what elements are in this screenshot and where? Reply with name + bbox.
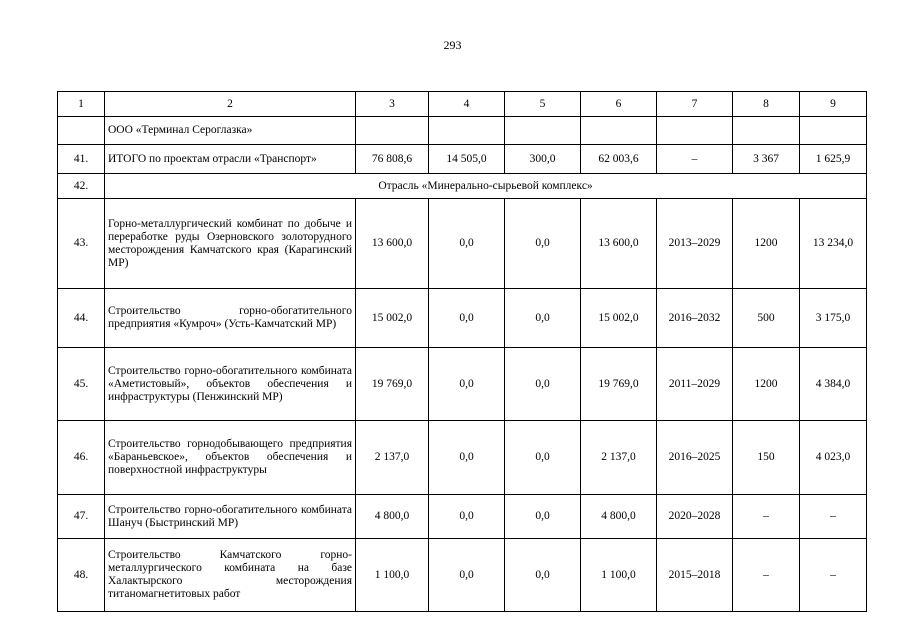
header-cell: 9	[800, 92, 867, 117]
table-row	[58, 289, 867, 348]
value-cell: 150	[733, 421, 800, 495]
value-cell: –	[800, 495, 867, 539]
value-cell: 1 100,0	[356, 539, 429, 612]
header-cell: 7	[657, 92, 733, 117]
value-cell: 0,0	[505, 289, 581, 348]
value-cell: –	[733, 539, 800, 612]
value-cell: 0,0	[429, 539, 505, 612]
row-number-cell: 46.	[58, 421, 105, 495]
value-cell: 500	[733, 289, 800, 348]
value-cell: 1200	[733, 199, 800, 289]
project-name-cell: ИТОГО по проектам отрасли «Транспорт»	[105, 145, 356, 174]
table-row	[58, 539, 867, 612]
value-cell: 13 600,0	[356, 199, 429, 289]
value-cell: 13 234,0	[800, 199, 867, 289]
value-cell: 1 625,9	[800, 145, 867, 174]
value-cell: 15 002,0	[356, 289, 429, 348]
value-cell: 0,0	[429, 495, 505, 539]
table-header-row	[58, 92, 867, 117]
row-number-cell	[58, 117, 105, 145]
row-number-cell: 44.	[58, 289, 105, 348]
value-cell: 0,0	[429, 199, 505, 289]
value-cell: 1200	[733, 348, 800, 421]
total-row	[58, 145, 867, 174]
page-number: 293	[443, 38, 462, 52]
project-name-cell: Горно-металлургический комбинат по добыче и переработке руды Озерновского золоторудного месторождения Камчатского края (Карагинский МР)	[105, 199, 356, 289]
project-name-cell: Строительство горно-обогатительного предприятия «Кумроч» (Усть-Камчатский МР)	[105, 289, 356, 348]
value-cell: 13 600,0	[581, 199, 657, 289]
header-cell: 8	[733, 92, 800, 117]
value-cell: 2020–2028	[657, 495, 733, 539]
project-name-cell: Строительство Камчатского горно-металлургического комбината на базе Халактырского месторождения титаномагнетитовых работ	[105, 539, 356, 612]
value-cell	[429, 117, 505, 145]
value-cell: 2016–2025	[657, 421, 733, 495]
value-cell: 0,0	[505, 539, 581, 612]
table-row	[58, 495, 867, 539]
header-cell: 6	[581, 92, 657, 117]
value-cell	[800, 117, 867, 145]
table-row	[58, 199, 867, 289]
value-cell: 4 800,0	[356, 495, 429, 539]
value-cell: 4 023,0	[800, 421, 867, 495]
value-cell: 0,0	[505, 495, 581, 539]
value-cell: 3 367	[733, 145, 800, 174]
value-cell: 2015–2018	[657, 539, 733, 612]
value-cell: 2 137,0	[356, 421, 429, 495]
value-cell: 19 769,0	[581, 348, 657, 421]
value-cell: 0,0	[429, 421, 505, 495]
value-cell: 2 137,0	[581, 421, 657, 495]
project-name-cell: Строительство горно-обогатительного комбината Шануч (Быстринский МР)	[105, 495, 356, 539]
value-cell: 4 384,0	[800, 348, 867, 421]
value-cell: 0,0	[505, 199, 581, 289]
header-cell: 3	[356, 92, 429, 117]
value-cell: 0,0	[429, 289, 505, 348]
header-cell: 2	[105, 92, 356, 117]
value-cell: 19 769,0	[356, 348, 429, 421]
value-cell: 0,0	[505, 421, 581, 495]
value-cell: –	[800, 539, 867, 612]
value-cell: 62 003,6	[581, 145, 657, 174]
value-cell: 300,0	[505, 145, 581, 174]
value-cell: 0,0	[429, 348, 505, 421]
project-name-cell: Строительство горнодобывающего предприятия «Бараньевское», объектов обеспечения и поверхностной инфраструктуры	[105, 421, 356, 495]
value-cell: –	[657, 145, 733, 174]
value-cell	[356, 117, 429, 145]
value-cell: 2013–2029	[657, 199, 733, 289]
value-cell: 3 175,0	[800, 289, 867, 348]
sector-title-cell: Отрасль «Минерально-сырьевой комплекс»	[105, 174, 867, 199]
value-cell: 1 100,0	[581, 539, 657, 612]
value-cell: 2016–2032	[657, 289, 733, 348]
row-number-cell: 41.	[58, 145, 105, 174]
value-cell: 4 800,0	[581, 495, 657, 539]
header-cell: 5	[505, 92, 581, 117]
value-cell: 2011–2029	[657, 348, 733, 421]
table-row	[58, 421, 867, 495]
header-cell: 4	[429, 92, 505, 117]
value-cell: 0,0	[505, 348, 581, 421]
project-name-cell: Строительство горно-обогатительного комбината «Аметистовый», объектов обеспечения и инфраструктуры (Пенжинский МР)	[105, 348, 356, 421]
investment-projects-table	[57, 91, 867, 612]
value-cell	[581, 117, 657, 145]
value-cell: 76 808,6	[356, 145, 429, 174]
value-cell: 15 002,0	[581, 289, 657, 348]
sector-row	[58, 174, 867, 199]
continuation-row	[58, 117, 867, 145]
value-cell: –	[733, 495, 800, 539]
project-name-cell: ООО «Терминал Сероглазка»	[105, 117, 356, 145]
row-number-cell: 47.	[58, 495, 105, 539]
header-cell: 1	[58, 92, 105, 117]
value-cell	[733, 117, 800, 145]
row-number-cell: 48.	[58, 539, 105, 612]
table-row	[58, 348, 867, 421]
value-cell	[505, 117, 581, 145]
value-cell: 14 505,0	[429, 145, 505, 174]
value-cell	[657, 117, 733, 145]
row-number-cell: 45.	[58, 348, 105, 421]
row-number-cell: 43.	[58, 199, 105, 289]
row-number-cell: 42.	[58, 174, 105, 199]
